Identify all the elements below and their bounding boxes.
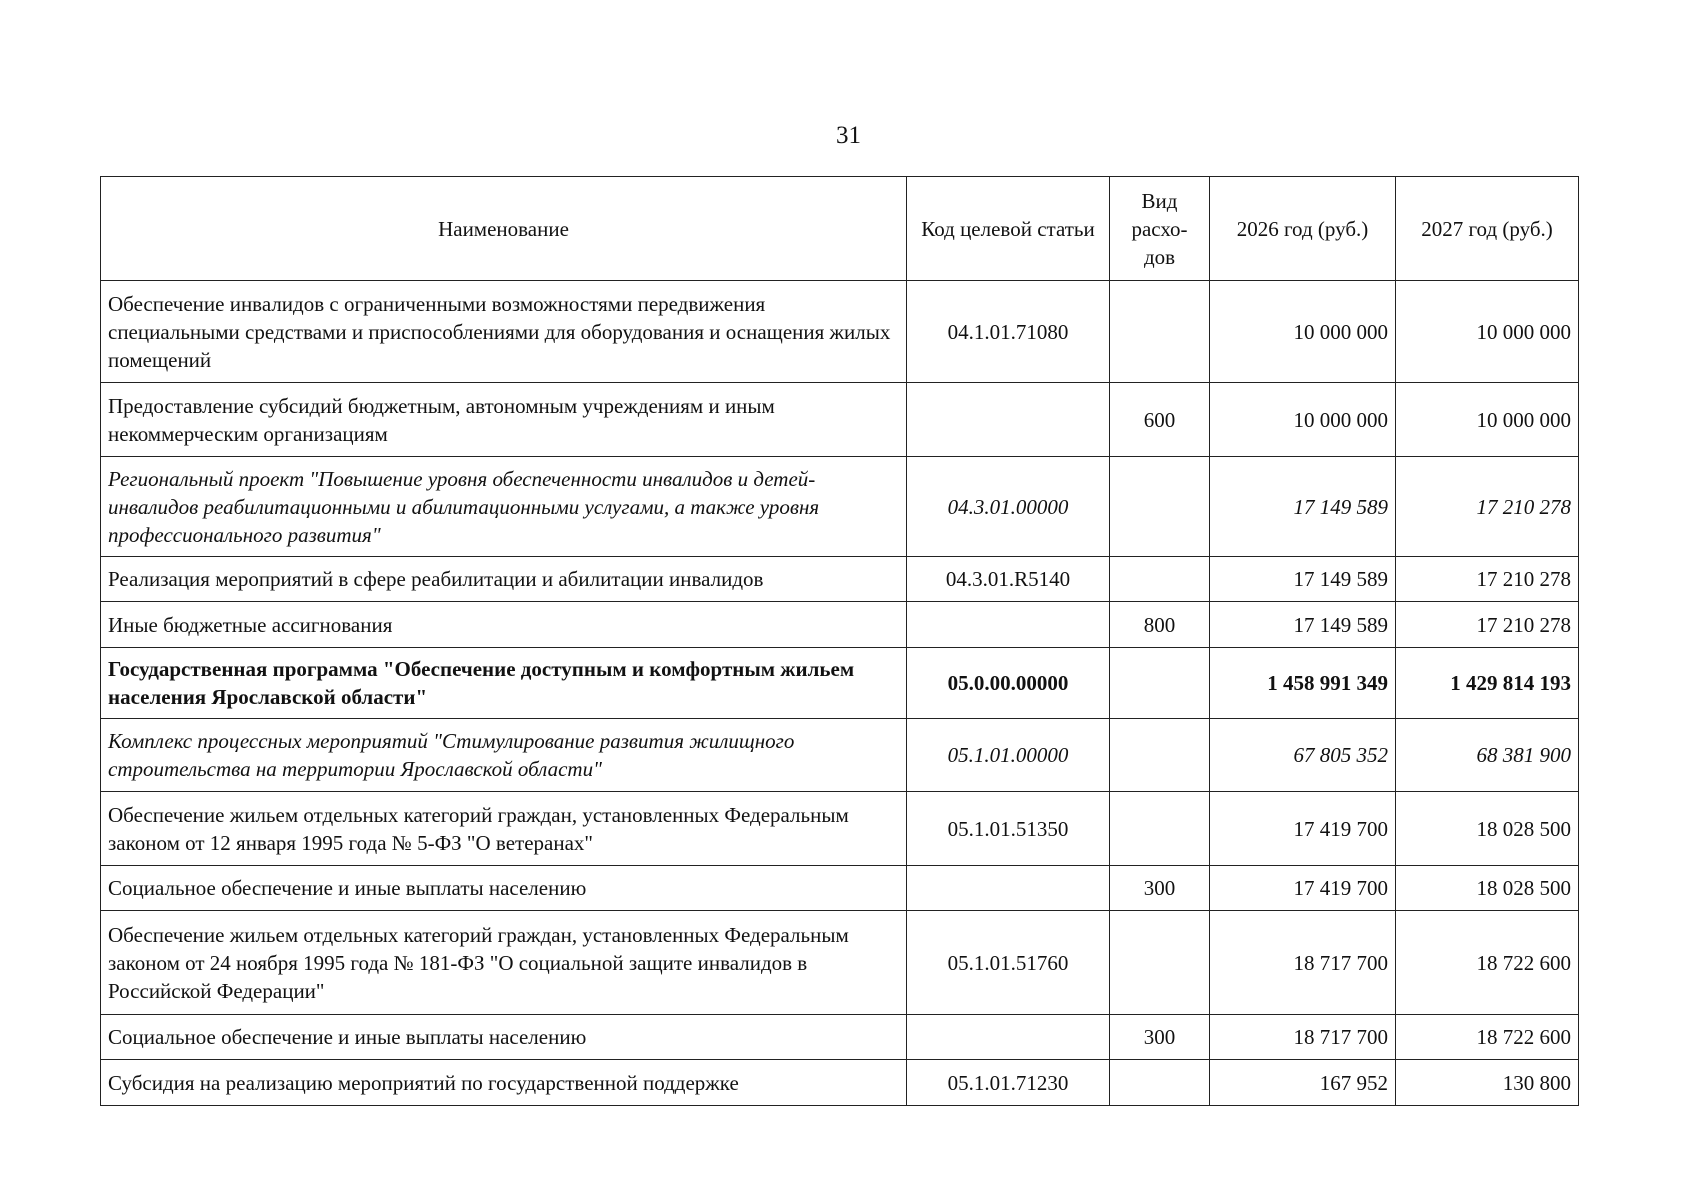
table-row	[101, 648, 1579, 719]
row-code	[907, 602, 1110, 648]
row-code: 05.1.01.00000	[907, 719, 1110, 792]
row-amount-2026: 10 000 000	[1210, 281, 1396, 383]
row-amount-2027: 68 381 900	[1396, 719, 1579, 792]
row-amount-2027: 1 429 814 193	[1396, 648, 1579, 719]
row-amount-2026: 17 419 700	[1210, 792, 1396, 866]
row-name: Обеспечение инвалидов с ограниченными возможностями передвижения специальными средствами и приспособлениями для оборудования и оснащения жилых помещений	[101, 281, 907, 383]
row-kind: 300	[1110, 866, 1210, 911]
row-amount-2027: 17 210 278	[1396, 602, 1579, 648]
row-amount-2027: 130 800	[1396, 1060, 1579, 1106]
table-header-row	[101, 177, 1579, 281]
row-code	[907, 1015, 1110, 1060]
row-name: Комплекс процессных мероприятий "Стимулирование развития жилищного строительства на территории Ярославской области"	[101, 719, 907, 792]
row-code: 05.1.01.71230	[907, 1060, 1110, 1106]
row-code: 05.1.01.51350	[907, 792, 1110, 866]
table-row	[101, 457, 1579, 557]
table-row	[101, 719, 1579, 792]
row-amount-2026: 17 149 589	[1210, 457, 1396, 557]
row-kind	[1110, 792, 1210, 866]
row-code: 05.0.00.00000	[907, 648, 1110, 719]
row-kind	[1110, 281, 1210, 383]
row-name: Реализация мероприятий в сфере реабилитации и абилитации инвалидов	[101, 557, 907, 602]
page-number: 31	[836, 122, 861, 149]
table-row	[101, 602, 1579, 648]
table-row	[101, 1015, 1579, 1060]
row-name: Социальное обеспечение и иные выплаты населению	[101, 1015, 907, 1060]
table-row	[101, 792, 1579, 866]
table-row	[101, 1060, 1579, 1106]
row-kind	[1110, 457, 1210, 557]
row-kind	[1110, 648, 1210, 719]
row-amount-2027: 18 722 600	[1396, 1015, 1579, 1060]
row-name: Обеспечение жильем отдельных категорий граждан, установленных Федеральным законом от 24 ноября 1995 года № 181-ФЗ "О социальной защите инвалидов в Российской Федерации"	[101, 911, 907, 1015]
row-name: Социальное обеспечение и иные выплаты населению	[101, 866, 907, 911]
row-code	[907, 383, 1110, 457]
row-kind: 600	[1110, 383, 1210, 457]
table-row	[101, 281, 1579, 383]
table-row	[101, 557, 1579, 602]
row-amount-2027: 18 722 600	[1396, 911, 1579, 1015]
row-kind: 800	[1110, 602, 1210, 648]
row-code: 04.1.01.71080	[907, 281, 1110, 383]
row-code: 04.3.01.00000	[907, 457, 1110, 557]
row-code: 04.3.01.R5140	[907, 557, 1110, 602]
row-name: Субсидия на реализацию мероприятий по государственной поддержке	[101, 1060, 907, 1106]
header-2026: 2026 год (руб.)	[1210, 177, 1396, 281]
row-amount-2026: 17 149 589	[1210, 602, 1396, 648]
row-kind	[1110, 911, 1210, 1015]
table-row	[101, 383, 1579, 457]
row-amount-2027: 18 028 500	[1396, 866, 1579, 911]
row-amount-2027: 10 000 000	[1396, 281, 1579, 383]
row-kind	[1110, 1060, 1210, 1106]
row-code: 05.1.01.51760	[907, 911, 1110, 1015]
header-name: Наименование	[101, 177, 907, 281]
row-amount-2027: 18 028 500	[1396, 792, 1579, 866]
row-amount-2026: 18 717 700	[1210, 911, 1396, 1015]
header-code: Код целевой статьи	[907, 177, 1110, 281]
row-amount-2026: 67 805 352	[1210, 719, 1396, 792]
row-amount-2026: 167 952	[1210, 1060, 1396, 1106]
row-name: Государственная программа "Обеспечение доступным и комфортным жильем населения Ярославской области"	[101, 648, 907, 719]
row-amount-2026: 18 717 700	[1210, 1015, 1396, 1060]
row-amount-2026: 10 000 000	[1210, 383, 1396, 457]
budget-table	[100, 176, 1579, 1106]
row-amount-2026: 17 419 700	[1210, 866, 1396, 911]
row-name: Региональный проект "Повышение уровня обеспеченности инвалидов и детей-инвалидов реабилитационными и абилитационными услугами, а также уровня профессионального развития"	[101, 457, 907, 557]
row-amount-2026: 17 149 589	[1210, 557, 1396, 602]
header-2027: 2027 год (руб.)	[1396, 177, 1579, 281]
row-kind	[1110, 719, 1210, 792]
row-code	[907, 866, 1110, 911]
table-row	[101, 911, 1579, 1015]
table-row	[101, 866, 1579, 911]
row-amount-2027: 10 000 000	[1396, 383, 1579, 457]
row-name: Обеспечение жильем отдельных категорий граждан, установленных Федеральным законом от 12 января 1995 года № 5-ФЗ "О ветеранах"	[101, 792, 907, 866]
row-amount-2027: 17 210 278	[1396, 557, 1579, 602]
row-kind: 300	[1110, 1015, 1210, 1060]
header-kind: Вид расхо-дов	[1110, 177, 1210, 281]
row-amount-2027: 17 210 278	[1396, 457, 1579, 557]
row-kind	[1110, 557, 1210, 602]
row-amount-2026: 1 458 991 349	[1210, 648, 1396, 719]
row-name: Предоставление субсидий бюджетным, автономным учреждениям и иным некоммерческим организациям	[101, 383, 907, 457]
row-name: Иные бюджетные ассигнования	[101, 602, 907, 648]
